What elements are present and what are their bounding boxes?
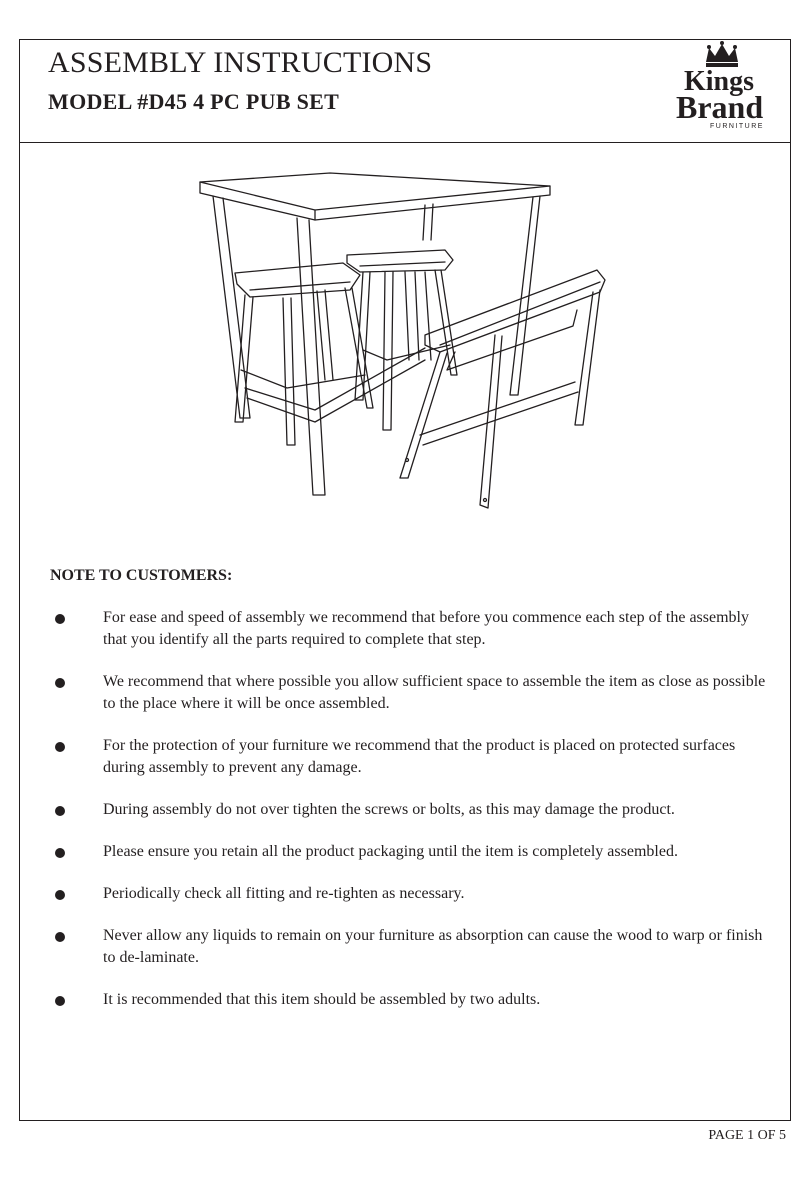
- bullet-icon: [55, 614, 65, 624]
- note-text: We recommend that where possible you allow sufficient space to assemble the item as close as possible to the place where it will be once assembled.: [103, 673, 766, 712]
- list-item: [50, 799, 770, 821]
- list-item: [50, 735, 770, 779]
- header-divider: [19, 142, 791, 143]
- bullet-icon: [55, 742, 65, 752]
- bullet-icon: [55, 848, 65, 858]
- logo-brand-text: Brand: [676, 89, 764, 125]
- pub-set-illustration: [195, 160, 615, 545]
- bullet-icon: [55, 806, 65, 816]
- note-text: Periodically check all fitting and re-tighten as necessary.: [103, 885, 465, 902]
- document-title: ASSEMBLY INSTRUCTIONS: [48, 46, 433, 79]
- list-item: [50, 841, 770, 863]
- notes-list: [50, 607, 770, 1011]
- bullet-icon: [55, 932, 65, 942]
- list-item: [50, 925, 770, 969]
- logo-furniture-text: FURNITURE: [710, 123, 764, 130]
- list-item: [50, 989, 770, 1011]
- note-text: For ease and speed of assembly we recommend that before you commence each step of the assembly that you identify all the parts required to complete that step.: [103, 609, 749, 648]
- note-text: For the protection of your furniture we recommend that the product is placed on protected surfaces during assembly to prevent any damage.: [103, 737, 736, 776]
- bullet-icon: [55, 890, 65, 900]
- notes-heading: NOTE TO CUSTOMERS:: [50, 567, 233, 584]
- list-item: [50, 883, 770, 905]
- logo-kings-text: Kings: [684, 66, 755, 97]
- list-item: [50, 671, 770, 715]
- list-item: [50, 607, 770, 651]
- page-number: PAGE 1 OF 5: [708, 1128, 786, 1143]
- kings-brand-logo: [670, 40, 774, 132]
- bullet-icon: [55, 996, 65, 1006]
- crown-icon: [706, 41, 738, 67]
- note-text: It is recommended that this item should be assembled by two adults.: [103, 991, 541, 1008]
- bullet-icon: [55, 678, 65, 688]
- note-text: Please ensure you retain all the product packaging until the item is completely assembled.: [103, 843, 678, 860]
- model-subtitle: MODEL #D45 4 PC PUB SET: [48, 89, 340, 114]
- note-text: Never allow any liquids to remain on your furniture as absorption can cause the wood to warp or finish to de-laminate.: [103, 927, 763, 966]
- note-text: During assembly do not over tighten the screws or bolts, as this may damage the product.: [103, 801, 675, 818]
